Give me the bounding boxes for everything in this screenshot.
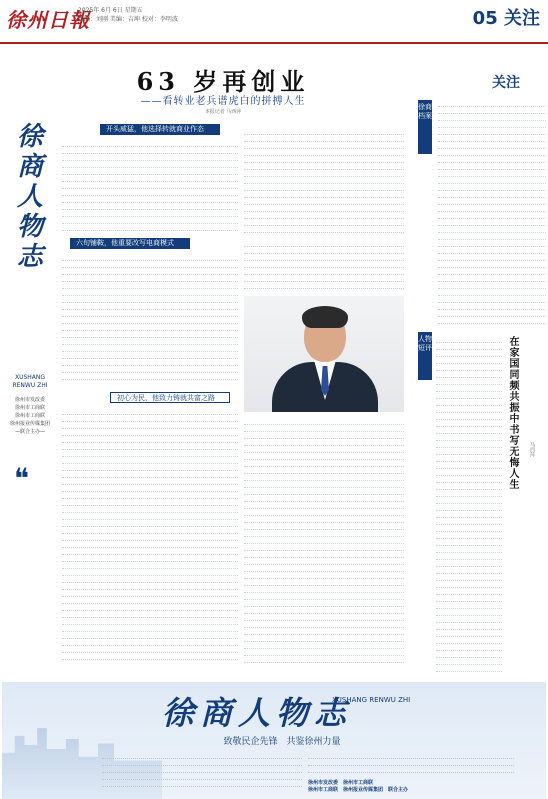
left-column (4, 100, 56, 660)
bottom-banner (2, 682, 546, 799)
article-byline: 本报记者 马西萍 (204, 109, 242, 115)
article-text-block (62, 140, 238, 234)
section-title-1: 开头威猛，他选择转就商业作态 (100, 124, 220, 135)
quote-mark-icon: ❝ (14, 462, 30, 495)
banner-title: 徐商人物志 (162, 694, 353, 732)
banner-pinyin: XUSHANG RENWU ZHI (332, 696, 411, 704)
article-text-block (244, 418, 404, 668)
section-title-2: 六旬铺鞍，他重要改写电商模式 (70, 238, 190, 249)
credit-line: 徐州报业传媒集团 (9, 421, 50, 427)
vertical-column-title: 徐商人物志 (16, 122, 43, 272)
commentary-headline: 在家国同频共振中书写无悔人生 (507, 336, 518, 490)
article-headline: 63 岁再创业 (136, 67, 310, 96)
commentary-text (436, 336, 502, 676)
section-label: 关注 (492, 75, 520, 91)
commentary-author: 马西萍 (529, 442, 535, 457)
profile-text (438, 100, 546, 324)
organizer-line: 徐州市发改委 徐州市工商联 (308, 780, 374, 786)
credit-line: 徐州市发改委 (14, 397, 45, 403)
organizer-line: 徐州市工商联 徐州报业传媒集团 联合主办 (308, 787, 409, 793)
issue-info (78, 6, 178, 24)
masthead (0, 0, 548, 44)
credit-line: 徐州市工商联 (14, 413, 45, 419)
article-text-block (62, 254, 238, 384)
credit-line: 徐州市工商联 (14, 405, 45, 411)
section-title-3: 初心为民，他致力铸就共富之路 (110, 392, 230, 403)
side-tab-profile: 徐商档案 (418, 100, 432, 154)
column-pinyin: XUSHANG RENWU ZHI (12, 374, 48, 389)
page-number: 05 关注 (472, 8, 540, 29)
article-text-block (244, 240, 404, 292)
article-text-block (62, 408, 238, 668)
portrait-photo (244, 296, 404, 412)
article-text-block (244, 128, 404, 234)
right-column (418, 44, 548, 684)
issue-editors: 责编：刘刚 美编：吉坤 校对：李明波 (78, 16, 178, 23)
side-tab-commentary: 人物短评 (418, 332, 432, 380)
banner-organizers (308, 780, 508, 794)
banner-text-right (308, 752, 514, 773)
organizer-credits (4, 396, 56, 436)
article-subhead: ——看转业老兵谱虎白的拼搏人生 (140, 96, 306, 107)
newspaper-logo: 徐州日報 (6, 8, 90, 32)
banner-text-left (102, 752, 302, 787)
issue-date: 2025年 6月 6日 星期五 (78, 7, 143, 14)
banner-slogan: 致敬民企先锋 共鉴徐州力量 (223, 737, 341, 747)
credit-line: —联合主办— (14, 429, 45, 435)
